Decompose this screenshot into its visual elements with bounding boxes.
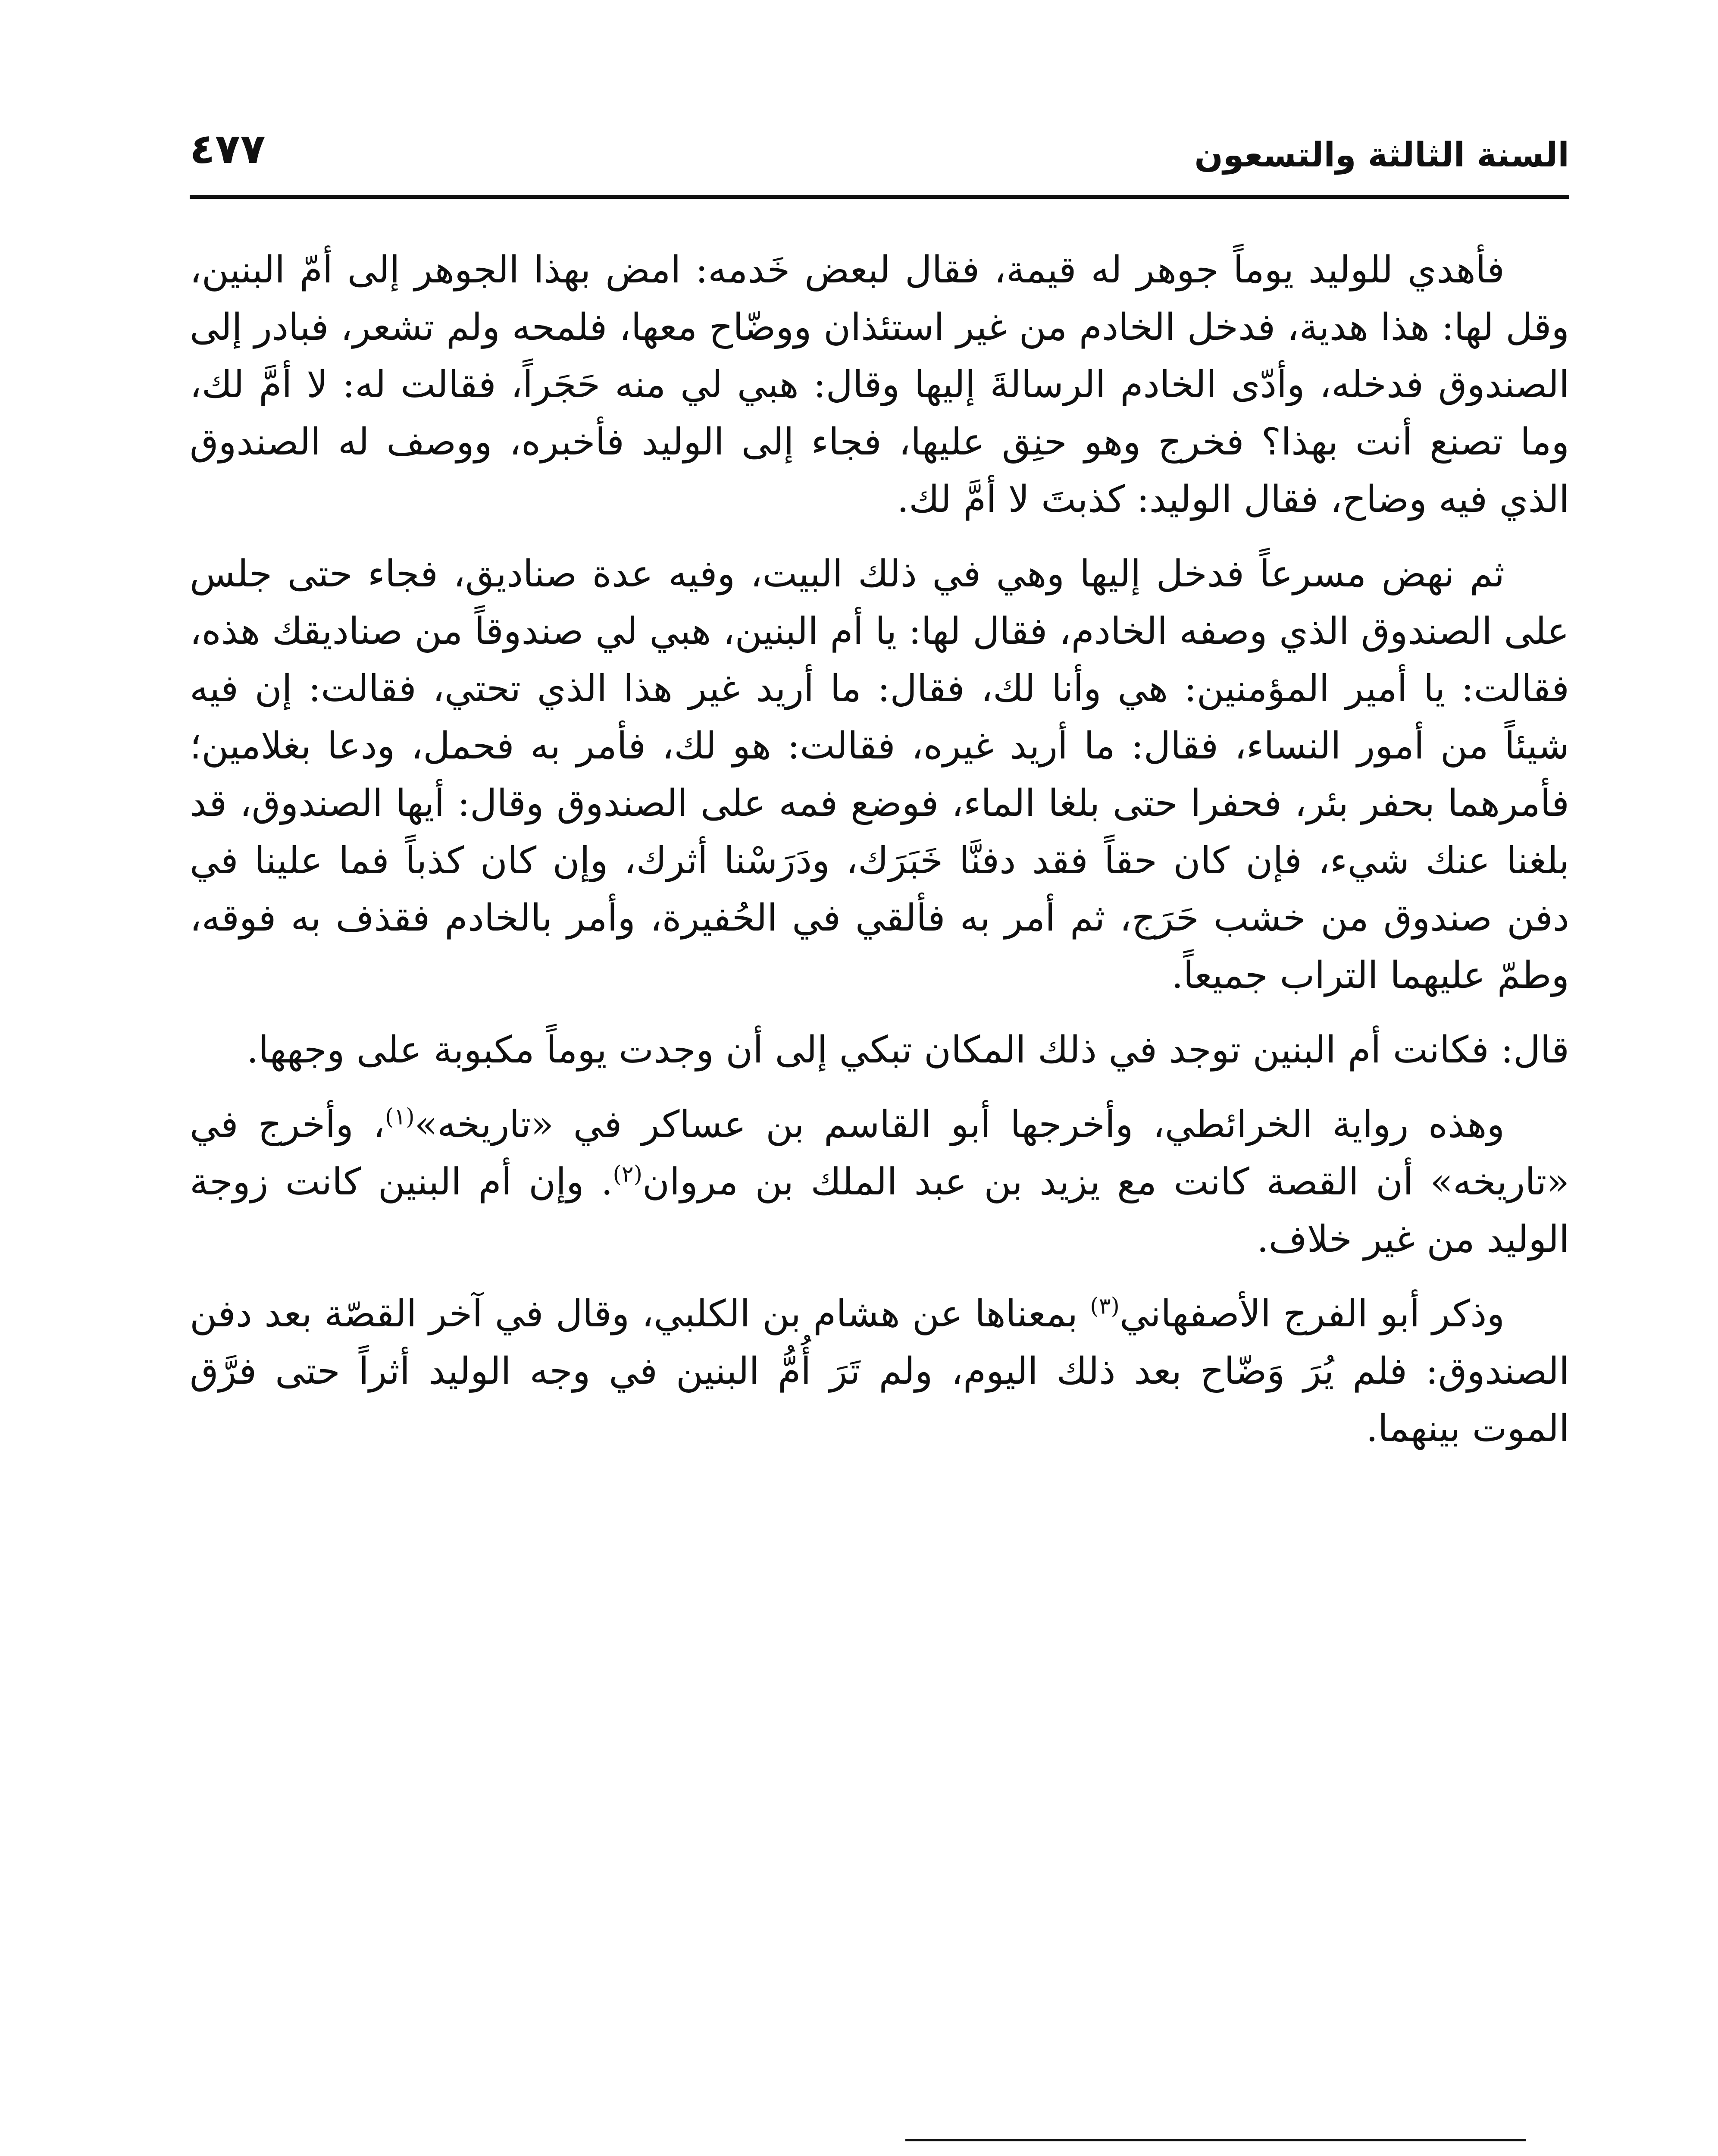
footnote-rule — [905, 2139, 1526, 2141]
paragraph-4-text-c: . وإن أم البنين كانت زوجة الوليد من غير خلاف. — [190, 1160, 1569, 1261]
page-number: ٤٧٧ — [190, 125, 266, 173]
paragraph-5 — [190, 1285, 1569, 1457]
main-text — [190, 241, 1569, 1475]
paragraph-5-text-b: بمعناها عن هشام بن الكلبي، وقال في آخر القصّة بعد دفن الصندوق: فلم يُرَ وَضّاح بعد ذلك اليوم، ولم تَرَ أُمُّ البنين في وجه الوليد أثراً حتى فرَّق الموت بينهما. — [190, 1292, 1569, 1450]
paragraph-1: فأهدي للوليد يوماً جوهر له قيمة، فقال لبعض خَدمه: امض بهذا الجوهر إلى أمّ البنين، وقل لها: هذا هدية، فدخل الخادم من غير استئذان ووضّاح معها، فلمحه ولم تشعر، فبادر إلى الصندوق فدخله، وأدّى الخادم الرسالةَ إليها وقال: هبي لي منه حَجَراً، فقالت له: لا أمَّ لك، وما تصنع أنت بهذا؟ فخرج وهو حنِق عليها، فجاء إلى الوليد فأخبره، ووصف له الصندوق الذي فيه وضاح، فقال الوليد: كذبتَ لا أمَّ لك. — [190, 248, 1569, 521]
footnote-ref-1[interactable]: (١) — [385, 1104, 415, 1130]
page-header — [190, 108, 1569, 194]
footnote-ref-3[interactable]: (٣) — [1090, 1293, 1120, 1319]
footnote-ref-2[interactable]: (٢) — [613, 1161, 643, 1188]
running-title: السنة الثالثة والتسعون — [1194, 136, 1569, 175]
header-rule — [190, 195, 1569, 199]
paragraph-4-text-a: وهذه رواية الخرائطي، وأخرجها أبو القاسم بن عساكر في «تاريخه» — [414, 1103, 1505, 1146]
paragraph-3: قال: فكانت أم البنين توجد في ذلك المكان تبكي إلى أن وجدت يوماً مكبوبة على وجهها. — [247, 1028, 1569, 1072]
paragraph-4-text-b: ، وأخرج في «تاريخه» أن القصة كانت مع يزيد بن عبد الملك بن مروان — [190, 1103, 1570, 1203]
paragraph-4 — [190, 1096, 1569, 1268]
paragraph-2: ثم نهض مسرعاً فدخل إليها وهي في ذلك البيت، وفيه عدة صناديق، فجاء حتى جلس على الصندوق الذي وصفه الخادم، فقال لها: يا أم البنين، هبي لي صندوقاً من صناديقك هذه، فقالت: يا أمير المؤمنين: هي وأنا لك، فقال: ما أريد غير هذا الذي تحتي، فقالت: إن فيه شيئاً من أمور النساء، فقال: ما أريد غيره، فقالت: هو لك، فأمر به فحمل، ودعا بغلامين؛ فأمرهما بحفر بئر، فحفرا حتى بلغا الماء، فوضع فمه على الصندوق وقال: أيها الصندوق، قد بلغنا عنك شيء، فإن كان حقاً فقد دفنَّا خَبَرَك، ودَرَسْنا أثرك، وإن كان كذباً فما علينا في دفن صندوق من خشب حَرَج، ثم أمر به فألقي في الحُفيرة، وأمر بالخادم فقذف به فوقه، وطمّ عليهما التراب جميعاً. — [190, 552, 1569, 997]
paragraph-5-text-a: وذكر أبو الفرج الأصفهاني — [1119, 1292, 1505, 1335]
